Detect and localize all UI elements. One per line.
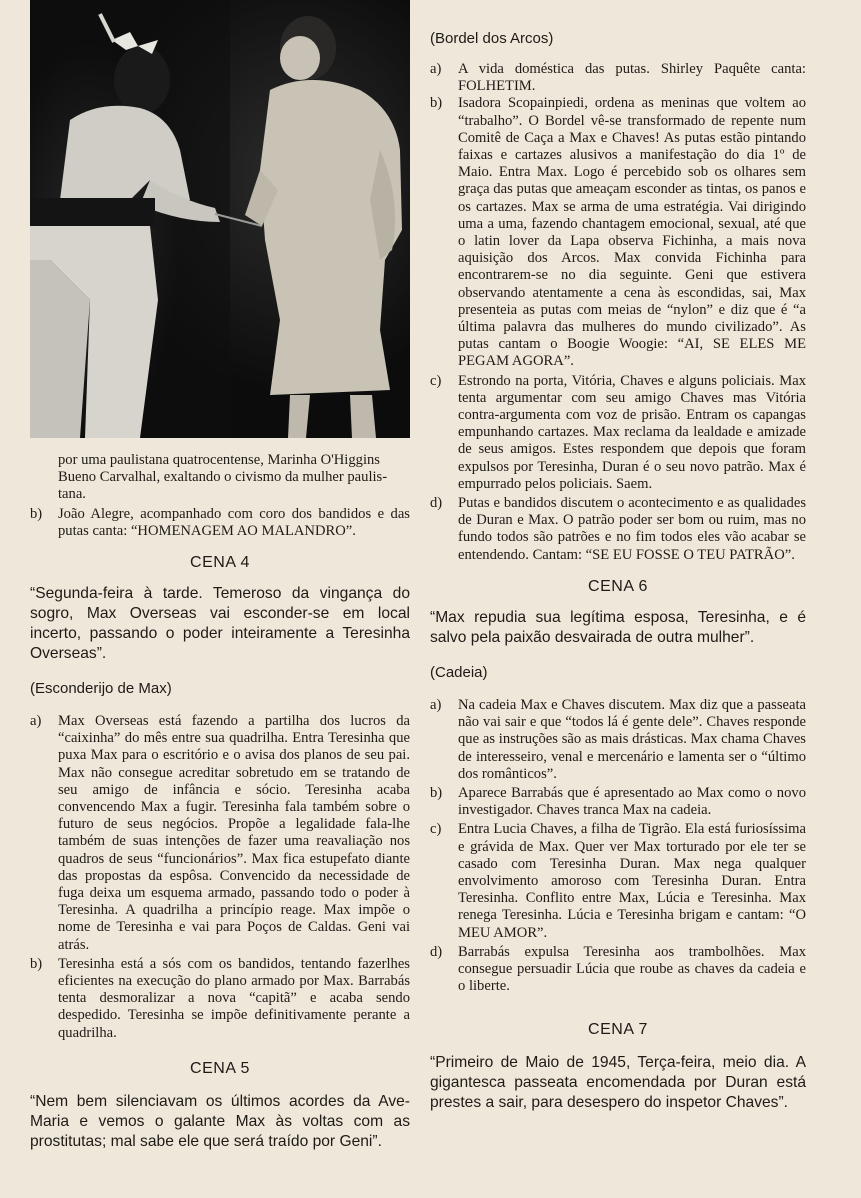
continuation-text (30, 452, 410, 504)
bordel-item-a (430, 61, 806, 95)
item-text: Barrabás expulsa Teresinha aos trambolhões. Max consegue persuadir Lúcia que roube as chaves da cadeia e o liberte. (458, 943, 806, 995)
item-text: Teresinha está a sós com os bandidos, tentando fazerlhes eficientes na execução do plano armado por Max. Barrabás tenta desmoralizar a nova “capitã” e acaba sendo despedido. Teresinha se impõe definitivamente perante a quadrilha. (58, 955, 410, 1041)
item-label: d) (430, 943, 443, 960)
continuation-line: Bueno Carvalhal, exaltando o civismo da mulher paulis- (58, 469, 388, 486)
bordel-item-b (430, 95, 806, 370)
continuation-line: tana. (58, 486, 86, 503)
bordel-item-d (430, 495, 806, 564)
cena4-item-a (30, 713, 410, 954)
item-text: Putas e bandidos discutem o acontecimento e as qualidades de Duran e Max. O patrão poder ser bom ou ruim, mas no fundo todos são patrões e no fim todos eles vão acabar se entendendo. Cantam: “SE EU FOSSE O TEU PATRÃO”. (458, 495, 806, 563)
item-label: b) (30, 955, 43, 972)
cena4-place: (Esconderijo de Max) (30, 680, 172, 698)
item-label: b) (430, 784, 443, 801)
continuation-line: por uma paulistana quatrocentense, Marinha O'Higgins (58, 452, 380, 468)
cena7-title: CENA 7 (588, 1021, 648, 1039)
item-label: d) (430, 495, 443, 512)
cena5-description: “Nem bem silenciavam os últimos acordes da Ave-Maria e vemos o galante Max às voltas com as prostitutas; mal sabe ele que será traído por Geni”. (30, 1092, 410, 1150)
item-text: A vida doméstica das putas. Shirley Paquête canta: FOLHETIM. (458, 61, 806, 95)
item-label: c) (430, 821, 442, 838)
item-label: a) (430, 696, 442, 713)
item-text: Isadora Scopainpiedi, ordena as meninas que voltem ao “trabalho”. O Bordel vê-se transformado de repente num Comitê de Caça a Max e Chaves! As putas estão pintando faixas e cartazes alusivos a manifestação do dia 1º de Maio. Entra Max. Logo é percebido sob os olhares sem graça das putas que ameaçam esconder as tintas, os panos e os cartazes. Max se arma de uma estratégia. Vai dirigindo uma a uma, fazendo chantagem emocional, sexual, até que o latin lover da Lapa observa Fichinha, a mais nova aquisição dos Arcos. Max convida Fichinha para encontrarem-se no dia seguinte. Geni que estivera observando atentamente a cena às escondidas, sai, Max presenteia as putas com meias de “nylon” e diz que é “a última palavra das mulheres do mundo civilizado”. As putas cantam o Boogie Woogie: “AI, SE ELES ME PEGAM AGORA”. (458, 95, 806, 370)
item-text: Estrondo na porta, Vitória, Chaves e alguns policiais. Max tenta argumentar com seu amigo Chaves mas Vitória contra-argumenta com voz de prisão. Entram os capangas empunhando cartazes. Max reclama da lealdade e amizade de seus amigos. Estes respondem que depois que foram expulsos por Teresinha, Duran é o seu novo patrão. Max é empurrado pelos policiais. Saem. (458, 372, 806, 492)
cena7-description: “Primeiro de Maio de 1945, Terça-feira, meio dia. A gigantesca passeata encomendada por Duran está prestes a sair, para desespero do inspetor Chaves”. (430, 1054, 806, 1112)
cena4-item-b (30, 956, 410, 1042)
item-label: b) (30, 505, 43, 522)
item-text: Max Overseas está fazendo a partilha dos lucros da “caixinha” do mês entre sua quadrilha. Entra Teresinha que puxa Max para o escritório e o avisa dos planos de seu pai. Max não consegue acreditar sobretudo em se tratando de seu amigo de infância e sócio. Teresinha acaba convencendo Max a fugir. Teresinha fala também sobre o futuro de seus negócios. Propõe a legalidade fala-lhe também de suas intenções de fazer uma reavaliação nos quadros de seus “funcionários”. Max fica estupefato diante das propostas da espôsa. Convencido da necessidade de fuga deixa um esquema armado, passando todo o poder à Teresinha. A quadrilha a princípio reage. Max impõe o nome de Teresinha e vai para Poços de Caldas. Geni vai atrás. (58, 713, 410, 953)
bordel-place: (Bordel dos Arcos) (430, 30, 554, 47)
item-text: Entra Lucia Chaves, a filha de Tigrão. Ela está furiosíssima e grávida de Max. Quer ver Max torturado por ele ter se casado com Teresinha Duran. Max nega qualquer envolvimento amoroso com Teresinha Duran. Entra Teresinha. Conflito entre Max, Lúcia e Teresinha. Max renega Teresinha. Lúcia e Teresinha brigam e cantam: “O MEU AMOR”. (458, 821, 806, 941)
item-text: João Alegre, acompanhado com coro dos bandidos e das putas canta: “HOMENAGEM AO MALANDRO”. (58, 505, 410, 539)
item-text: Aparece Barrabás que é apresentado ao Max como o novo investigador. Chaves tranca Max na cadeia. (458, 784, 806, 819)
item-label: a) (430, 61, 442, 77)
item-label: c) (430, 372, 442, 389)
cena6-item-a (430, 697, 806, 783)
cena5-title: CENA 5 (190, 1059, 250, 1077)
item-label: a) (30, 713, 42, 730)
cena4-title: CENA 4 (190, 554, 250, 572)
cena6-item-c (430, 821, 806, 941)
cena6-place: (Cadeia) (430, 663, 488, 681)
item-label: b) (430, 95, 443, 112)
right-column (430, 30, 806, 1113)
cena6-title: CENA 6 (588, 577, 648, 595)
stage-photo (30, 0, 410, 438)
cena6-item-b (430, 785, 806, 819)
left-column (30, 452, 410, 1152)
bordel-item-c (430, 373, 806, 493)
cena6-description: “Max repudia sua legítima esposa, Teresinha, e é salvo pela paixão desvairada de outra mulher”. (430, 608, 806, 646)
cena6-item-d (430, 944, 806, 996)
cena4-description: “Segunda-feira à tarde. Temeroso da vingança do sogro, Max Overseas vai esconder-se em local incerto, passando o poder inteiramente a Teresinha Overseas”. (30, 585, 410, 663)
item-text: Na cadeia Max e Chaves discutem. Max diz que a passeata não vai sair e que “todos lá é gente dele”. Chaves responde que as instruções são as mais drásticas. Max chama Chaves de interesseiro, venal e mercenário e lamenta ser o “último dos românticos”. (458, 696, 806, 782)
intro-item-b (30, 506, 410, 540)
